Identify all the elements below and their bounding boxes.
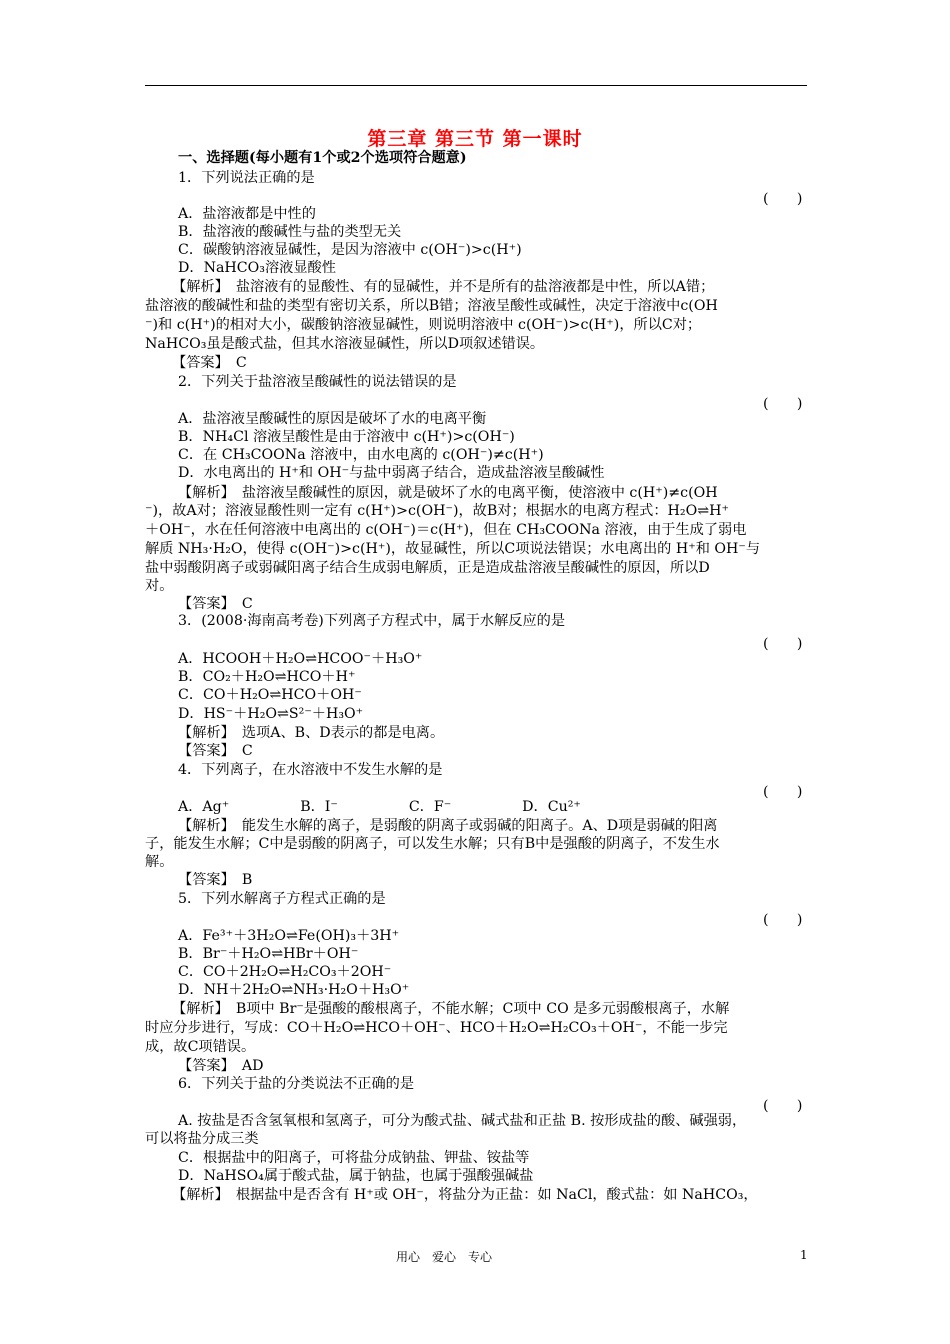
option-5a: A．Fe³⁺＋3H₂O⇌Fe(OH)₃＋3H⁺ bbox=[178, 928, 400, 944]
section-heading: 一、选择题(每小题有1个或2个选项符合题意) bbox=[178, 150, 467, 166]
option-5b: B．Br⁻＋H₂O⇌HBr＋OH⁻ bbox=[178, 946, 359, 962]
answer-paren-1: ( ) bbox=[763, 191, 803, 207]
analysis-2-line4: 解质 NH₃·H₂O，使得 c(OH⁻)>c(H⁺)，故显碱性，所以C项说法错误；水电离出的 H⁺和 OH⁻与 bbox=[145, 541, 761, 557]
analysis-4-line2: 子，能发生水解；C中是弱酸的阴离子，可以发生水解；只有B中是强酸的阴离子，不发生水 bbox=[145, 836, 720, 852]
question-4: 4．下列离子，在水溶液中不发生水解的是 bbox=[178, 762, 443, 778]
option-1b: B．盐溶液的酸碱性与盐的类型无关 bbox=[178, 224, 402, 240]
option-1c: C．碳酸钠溶液显碱性，是因为溶液中 c(OH⁻)>c(H⁺) bbox=[178, 242, 522, 258]
option-6c: C．根据盐中的阳离子，可将盐分成钠盐、钾盐、铵盐等 bbox=[178, 1150, 530, 1166]
analysis-1-line3: ⁻)和 c(H⁺)的相对大小，碳酸钠溶液显碱性，则说明溶液中 c(OH⁻)>c(H⁺)，所以C对； bbox=[145, 317, 702, 333]
option-5c: C．CO＋2H₂O⇌H₂CO₃＋2OH⁻ bbox=[178, 964, 392, 980]
question-2: 2．下列关于盐溶液呈酸碱性的说法错误的是 bbox=[178, 374, 457, 390]
option-5d: D．NH＋2H₂O⇌NH₃·H₂O＋H₃O⁺ bbox=[178, 982, 410, 998]
answer-paren-5: ( ) bbox=[763, 912, 803, 928]
analysis-5-line3: 成，故C项错误。 bbox=[145, 1039, 256, 1055]
analysis-5-line2: 时应分步进行，写成：CO＋H₂O⇌HCO＋OH⁻、HCO＋H₂O⇌H₂CO₃＋OH⁻，不能一步完 bbox=[145, 1020, 728, 1036]
option-6a: A. 按盐是否含氢氧根和氢离子，可分为酸式盐、碱式盐和正盐 B. 按形成盐的酸、碱强弱， bbox=[178, 1113, 747, 1129]
option-6d: D．NaHSO₄属于酸式盐，属于钠盐，也属于强酸强碱盐 bbox=[178, 1168, 534, 1184]
option-3b: B．CO₂＋H₂O⇌HCO＋H⁺ bbox=[178, 669, 356, 685]
option-2a: A．盐溶液呈酸碱性的原因是破坏了水的电离平衡 bbox=[178, 411, 487, 427]
answer-paren-6: ( ) bbox=[763, 1098, 803, 1114]
answer-paren-2: ( ) bbox=[763, 396, 803, 412]
answer-1: 【答案】 C bbox=[172, 355, 247, 371]
question-1: 1．下列说法正确的是 bbox=[178, 170, 315, 186]
answer-paren-4: ( ) bbox=[763, 784, 803, 800]
analysis-2-line2: ⁻)，故A对；溶液显酸性则一定有 c(H⁺)>c(OH⁻)，故B对；根据水的电离方程式：H₂O⇌H⁺ bbox=[145, 503, 729, 519]
option-1d: D．NaHCO₃溶液显酸性 bbox=[178, 260, 336, 276]
analysis-2-line6: 对。 bbox=[145, 578, 174, 594]
option-3c: C．CO＋H₂O⇌HCO＋OH⁻ bbox=[178, 687, 362, 703]
analysis-2-line3: ＋OH⁻，水在任何溶液中电离出的 c(OH⁻)＝c(H⁺)，但在 CH₃COONa 溶液，由于生成了弱电 bbox=[145, 522, 747, 538]
answer-4: 【答案】 B bbox=[178, 872, 253, 888]
options-4: A．Ag⁺ B．I⁻ C．F⁻ D．Cu²⁺ bbox=[178, 799, 581, 815]
page-title: 第三章 第三节 第一课时 bbox=[367, 128, 583, 150]
analysis-6-line1: 【解析】 根据盐中是否含有 H⁺或 OH⁻，将盐分为正盐：如 NaCl，酸式盐：如 NaHCO₃， bbox=[172, 1187, 758, 1203]
analysis-1-line4: NaHCO₃虽是酸式盐，但其水溶液显碱性，所以D项叙述错误。 bbox=[145, 336, 545, 352]
answer-2: 【答案】 C bbox=[178, 596, 253, 612]
answer-paren-3: ( ) bbox=[763, 636, 803, 652]
option-3d: D．HS⁻＋H₂O⇌S²⁻＋H₃O⁺ bbox=[178, 706, 364, 722]
option-2d: D．水电离出的 H⁺和 OH⁻与盐中弱离子结合，造成盐溶液呈酸碱性 bbox=[178, 465, 605, 481]
analysis-1-line1: 【解析】 盐溶液有的显酸性、有的显碱性，并不是所有的盐溶液都是中性，所以A错； bbox=[172, 279, 715, 295]
option-2c: C．在 CH₃COONa 溶液中，由水电离的 c(OH⁻)≠c(H⁺) bbox=[178, 447, 544, 463]
analysis-5-line1: 【解析】 B项中 Br⁻是强酸的酸根离子，不能水解；C项中 CO 是多元弱酸根离子，水解 bbox=[172, 1001, 730, 1017]
question-3: 3．(2008·海南高考卷)下列离子方程式中，属于水解反应的是 bbox=[178, 613, 566, 629]
analysis-4-line3: 解。 bbox=[145, 854, 174, 870]
answer-5: 【答案】 AD bbox=[178, 1058, 264, 1074]
analysis-3: 【解析】 选项A、B、D表示的都是电离。 bbox=[178, 725, 445, 741]
header-rule bbox=[145, 85, 807, 86]
analysis-4-line1: 【解析】 能发生水解的离子，是弱酸的阴离子或弱碱的阳离子。A、D项是弱碱的阳离 bbox=[178, 818, 718, 834]
page-number: 1 bbox=[800, 1248, 808, 1262]
analysis-2-line5: 盐中弱酸阴离子或弱碱阳离子结合生成弱电解质，正是造成盐溶液呈酸碱性的原因，所以D bbox=[145, 560, 710, 576]
answer-3: 【答案】 C bbox=[178, 743, 253, 759]
option-2b: B．NH₄Cl 溶液呈酸性是由于溶液中 c(H⁺)>c(OH⁻) bbox=[178, 429, 515, 445]
footer-slogan: 用心 爱心 专心 bbox=[396, 1250, 493, 1264]
option-1a: A．盐溶液都是中性的 bbox=[178, 206, 316, 222]
analysis-2-line1: 【解析】 盐溶液呈酸碱性的原因，就是破坏了水的电离平衡，使溶液中 c(H⁺)≠c(OH bbox=[178, 485, 718, 501]
question-6: 6．下列关于盐的分类说法不正确的是 bbox=[178, 1076, 415, 1092]
question-5: 5．下列水解离子方程式正确的是 bbox=[178, 891, 386, 907]
option-3a: A．HCOOH＋H₂O⇌HCOO⁻＋H₃O⁺ bbox=[178, 651, 423, 667]
option-6a-cont: 可以将盐分成三类 bbox=[145, 1131, 259, 1147]
analysis-1-line2: 盐溶液的酸碱性和盐的类型有密切关系，所以B错；溶液呈酸性或碱性，决定于溶液中c(OH bbox=[145, 298, 718, 314]
